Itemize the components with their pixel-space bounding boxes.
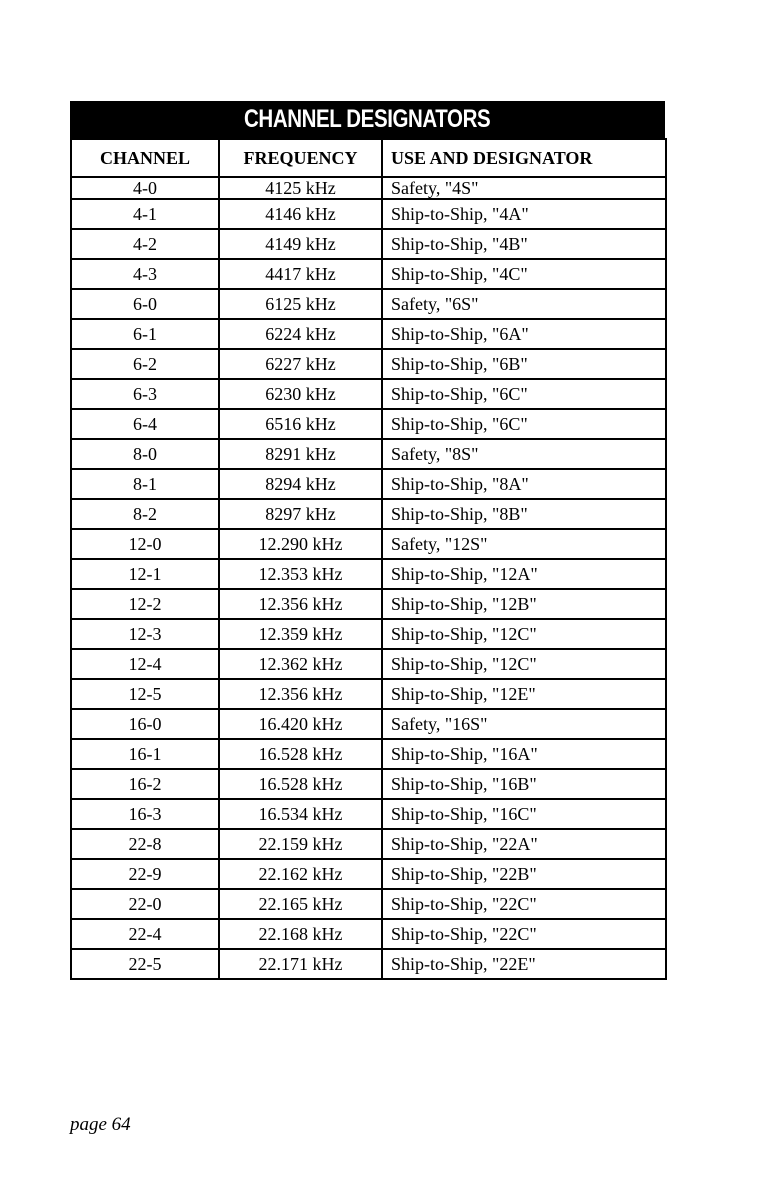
cell-use: Ship-to-Ship, "12C" <box>382 649 666 679</box>
cell-use: Safety, "16S" <box>382 709 666 739</box>
cell-channel: 6-0 <box>71 289 219 319</box>
table-row <box>71 529 666 559</box>
cell-frequency: 12.362 kHz <box>219 649 382 679</box>
cell-channel: 16-0 <box>71 709 219 739</box>
cell-frequency: 12.290 kHz <box>219 529 382 559</box>
page-number: page 64 <box>70 1114 131 1135</box>
cell-frequency: 6224 kHz <box>219 319 382 349</box>
table-body <box>71 177 666 979</box>
table-row <box>71 769 666 799</box>
table-row <box>71 709 666 739</box>
table-row <box>71 319 666 349</box>
table-row <box>71 829 666 859</box>
cell-use: Ship-to-Ship, "8A" <box>382 469 666 499</box>
cell-frequency: 22.165 kHz <box>219 889 382 919</box>
table-title: CHANNEL DESIGNATORS <box>244 105 491 133</box>
cell-use: Ship-to-Ship, "6C" <box>382 409 666 439</box>
cell-use: Ship-to-Ship, "16C" <box>382 799 666 829</box>
cell-frequency: 4149 kHz <box>219 229 382 259</box>
cell-frequency: 8294 kHz <box>219 469 382 499</box>
cell-channel: 16-3 <box>71 799 219 829</box>
cell-frequency: 22.168 kHz <box>219 919 382 949</box>
cell-channel: 16-1 <box>71 739 219 769</box>
table-row <box>71 379 666 409</box>
cell-use: Safety, "8S" <box>382 439 666 469</box>
table-row <box>71 349 666 379</box>
cell-use: Ship-to-Ship, "22B" <box>382 859 666 889</box>
cell-frequency: 22.171 kHz <box>219 949 382 979</box>
cell-use: Ship-to-Ship, "6B" <box>382 349 666 379</box>
cell-frequency: 8297 kHz <box>219 499 382 529</box>
cell-use: Ship-to-Ship, "6A" <box>382 319 666 349</box>
cell-use: Ship-to-Ship, "12A" <box>382 559 666 589</box>
channel-designators-table <box>70 101 665 980</box>
header-row <box>71 139 666 177</box>
cell-channel: 4-0 <box>71 177 219 199</box>
table-row <box>71 177 666 199</box>
table-row <box>71 589 666 619</box>
cell-use: Ship-to-Ship, "22A" <box>382 829 666 859</box>
cell-frequency: 4146 kHz <box>219 199 382 229</box>
cell-frequency: 16.420 kHz <box>219 709 382 739</box>
cell-use: Safety, "12S" <box>382 529 666 559</box>
cell-use: Ship-to-Ship, "16A" <box>382 739 666 769</box>
cell-channel: 22-9 <box>71 859 219 889</box>
cell-use: Safety, "4S" <box>382 177 666 199</box>
cell-channel: 8-1 <box>71 469 219 499</box>
cell-frequency: 4125 kHz <box>219 177 382 199</box>
cell-channel: 8-0 <box>71 439 219 469</box>
table-row <box>71 799 666 829</box>
table-row <box>71 559 666 589</box>
cell-frequency: 8291 kHz <box>219 439 382 469</box>
cell-frequency: 12.353 kHz <box>219 559 382 589</box>
cell-frequency: 22.162 kHz <box>219 859 382 889</box>
cell-frequency: 12.356 kHz <box>219 679 382 709</box>
cell-frequency: 6516 kHz <box>219 409 382 439</box>
cell-frequency: 16.528 kHz <box>219 739 382 769</box>
header-use-and-designator: USE AND DESIGNATOR <box>382 139 666 177</box>
table-row <box>71 409 666 439</box>
cell-use: Ship-to-Ship, "4C" <box>382 259 666 289</box>
cell-use: Ship-to-Ship, "12C" <box>382 619 666 649</box>
cell-frequency: 12.356 kHz <box>219 589 382 619</box>
cell-channel: 8-2 <box>71 499 219 529</box>
cell-use: Ship-to-Ship, "12E" <box>382 679 666 709</box>
cell-channel: 6-2 <box>71 349 219 379</box>
cell-frequency: 16.528 kHz <box>219 769 382 799</box>
cell-channel: 22-8 <box>71 829 219 859</box>
cell-channel: 12-2 <box>71 589 219 619</box>
cell-frequency: 4417 kHz <box>219 259 382 289</box>
cell-use: Ship-to-Ship, "8B" <box>382 499 666 529</box>
table-row <box>71 229 666 259</box>
cell-use: Ship-to-Ship, "12B" <box>382 589 666 619</box>
cell-use: Ship-to-Ship, "6C" <box>382 379 666 409</box>
cell-channel: 6-4 <box>71 409 219 439</box>
table-title-bar <box>70 101 665 138</box>
table-row <box>71 949 666 979</box>
cell-channel: 6-3 <box>71 379 219 409</box>
cell-use: Ship-to-Ship, "22C" <box>382 889 666 919</box>
table-row <box>71 289 666 319</box>
table-row <box>71 919 666 949</box>
table-row <box>71 859 666 889</box>
table-row <box>71 649 666 679</box>
table-row <box>71 499 666 529</box>
cell-use: Safety, "6S" <box>382 289 666 319</box>
table-row <box>71 889 666 919</box>
cell-frequency: 6227 kHz <box>219 349 382 379</box>
table-row <box>71 259 666 289</box>
table-row <box>71 439 666 469</box>
cell-use: Ship-to-Ship, "4B" <box>382 229 666 259</box>
cell-channel: 22-5 <box>71 949 219 979</box>
table-row <box>71 469 666 499</box>
table-row <box>71 679 666 709</box>
cell-channel: 16-2 <box>71 769 219 799</box>
cell-frequency: 16.534 kHz <box>219 799 382 829</box>
cell-channel: 22-4 <box>71 919 219 949</box>
cell-frequency: 6125 kHz <box>219 289 382 319</box>
cell-channel: 6-1 <box>71 319 219 349</box>
table-row <box>71 199 666 229</box>
cell-channel: 4-1 <box>71 199 219 229</box>
cell-channel: 4-3 <box>71 259 219 289</box>
table-row <box>71 619 666 649</box>
cell-channel: 12-0 <box>71 529 219 559</box>
cell-channel: 22-0 <box>71 889 219 919</box>
cell-use: Ship-to-Ship, "4A" <box>382 199 666 229</box>
cell-channel: 12-5 <box>71 679 219 709</box>
cell-frequency: 6230 kHz <box>219 379 382 409</box>
cell-channel: 12-3 <box>71 619 219 649</box>
cell-channel: 12-4 <box>71 649 219 679</box>
header-frequency: FREQUENCY <box>219 139 382 177</box>
channel-table <box>70 138 667 980</box>
cell-channel: 4-2 <box>71 229 219 259</box>
table-row <box>71 739 666 769</box>
cell-frequency: 22.159 kHz <box>219 829 382 859</box>
cell-use: Ship-to-Ship, "22C" <box>382 919 666 949</box>
cell-use: Ship-to-Ship, "22E" <box>382 949 666 979</box>
cell-frequency: 12.359 kHz <box>219 619 382 649</box>
header-channel: CHANNEL <box>71 139 219 177</box>
cell-use: Ship-to-Ship, "16B" <box>382 769 666 799</box>
cell-channel: 12-1 <box>71 559 219 589</box>
